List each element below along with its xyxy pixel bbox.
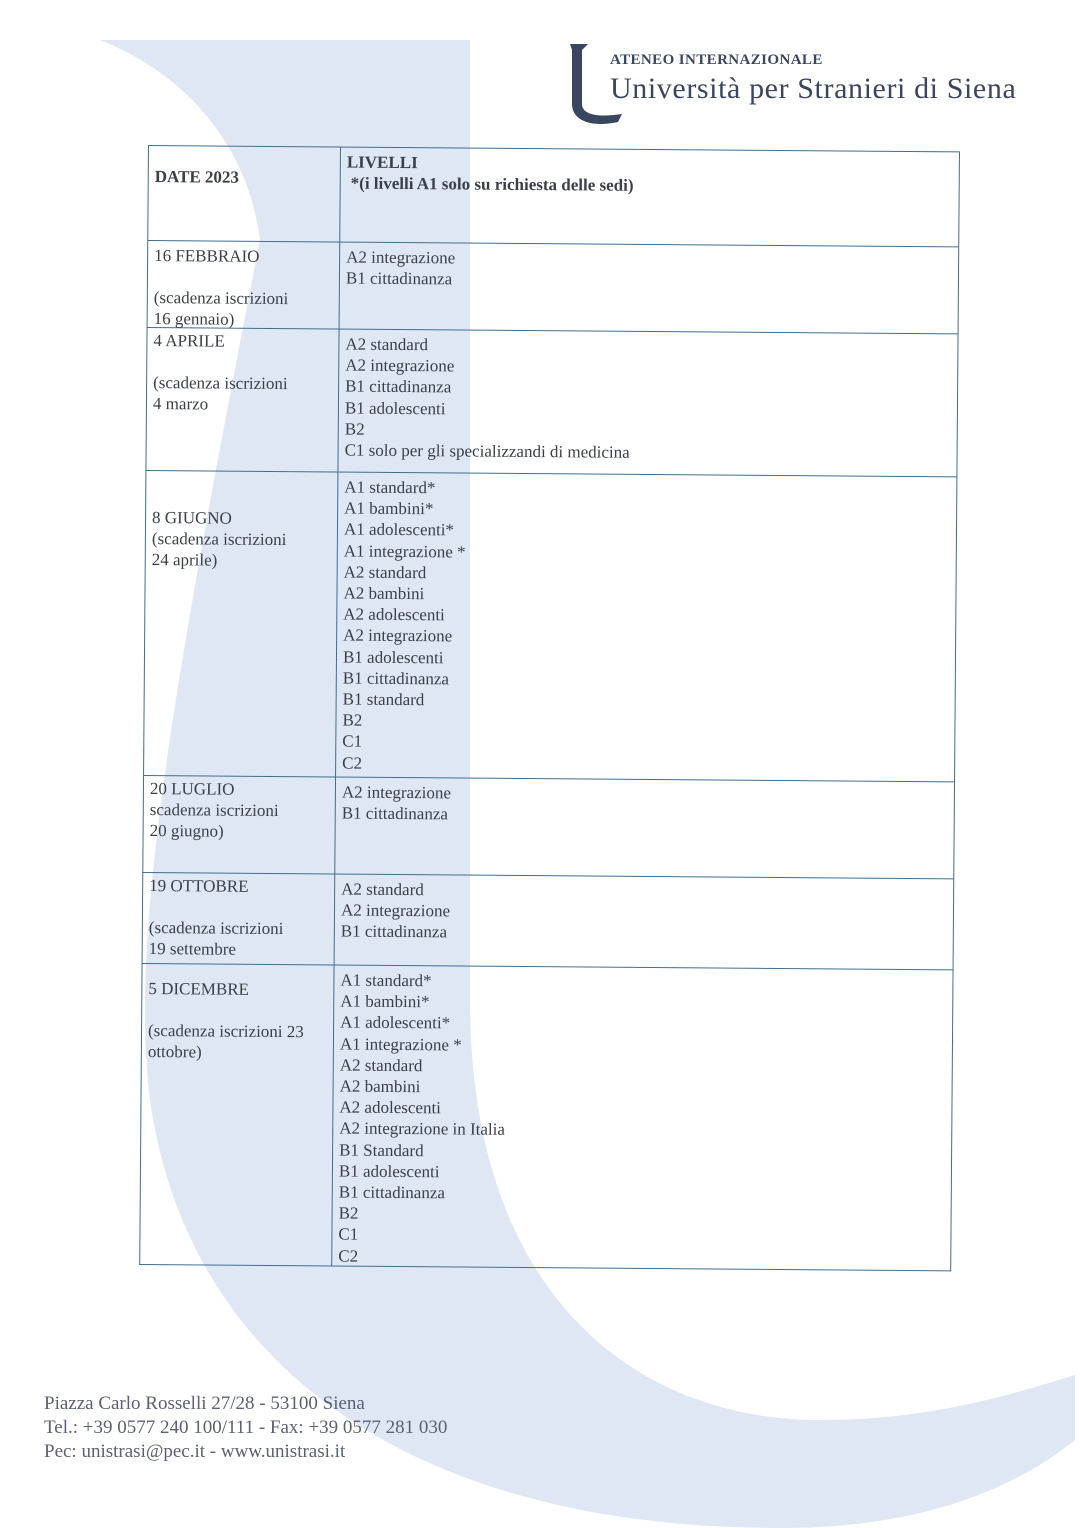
level-item: A1 integrazione *	[343, 541, 466, 562]
level-item: B1 cittadinanza	[340, 921, 448, 942]
date-cell	[143, 873, 336, 965]
levels-cell	[332, 965, 952, 1270]
level-item: B1 standard	[342, 689, 425, 710]
level-item: A2 integrazione	[346, 247, 456, 268]
level-item: C1 solo per gli specializzandi di medicina	[344, 440, 630, 462]
level-item: B2	[342, 710, 363, 730]
spacer	[149, 896, 328, 918]
level-item: B2	[338, 1203, 359, 1223]
level-item: B1 cittadinanza	[345, 268, 453, 289]
level-item: A2 adolescenti	[339, 1097, 442, 1118]
table-row	[145, 328, 958, 477]
spacer	[148, 999, 327, 1021]
institution-line: ATENEO INTERNAZIONALE	[610, 52, 823, 68]
level-item: B1 cittadinanza	[342, 668, 450, 689]
registration-deadline: (scadenza iscrizioni	[153, 373, 288, 394]
level-item: A2 standard	[345, 334, 429, 355]
level-item: B1 adolescenti	[342, 647, 444, 667]
level-item: A2 integrazione	[340, 900, 451, 921]
registration-deadline: 19 settembre	[148, 939, 237, 959]
registration-deadline: (scadenza iscrizioni	[151, 529, 287, 550]
levels-note: *(i livelli A1 solo su richiesta delle sedi)	[350, 173, 634, 196]
exam-date: 19 OTTOBRE	[149, 876, 249, 896]
levels-column-header	[340, 148, 959, 247]
level-item: B1 cittadinanza	[341, 803, 449, 824]
registration-deadline: ottobre)	[147, 1042, 202, 1062]
exam-date: 4 APRILE	[153, 331, 225, 351]
date-cell	[140, 964, 334, 1265]
footer-pec-web: Pec: unistrasi@pec.it - www.unistrasi.it	[44, 1441, 346, 1462]
date-cell	[148, 241, 341, 329]
registration-deadline: 20 giugno)	[149, 821, 224, 841]
level-item: A2 adolescenti	[343, 604, 445, 625]
registration-deadline: 16 gennaio)	[153, 309, 235, 329]
exam-date: 8 GIUGNO	[151, 508, 232, 528]
level-item: C1	[342, 731, 363, 752]
level-item: A1 adolescenti*	[340, 1012, 451, 1033]
level-item: A1 integrazione *	[339, 1034, 462, 1055]
footer-contacts	[44, 1392, 447, 1464]
level-item: B1 adolescenti	[344, 398, 446, 418]
level-item: C2	[338, 1246, 359, 1266]
level-item: A1 standard*	[340, 970, 432, 991]
level-item: A2 bambini	[339, 1076, 421, 1097]
level-item: B1 adolescenti	[338, 1161, 440, 1182]
registration-deadline: (scadenza iscrizioni	[153, 288, 289, 309]
level-item: A1 adolescenti*	[343, 519, 455, 540]
table-row	[142, 776, 955, 879]
registration-deadline: 4 marzo	[152, 394, 209, 414]
level-item: A2 standard	[341, 879, 424, 900]
registration-deadline: scadenza iscrizioni	[149, 800, 279, 821]
level-item: A2 integrazione	[345, 355, 455, 376]
level-item: A2 standard	[339, 1055, 423, 1075]
level-item: A1 standard*	[344, 477, 436, 498]
table-row	[147, 241, 960, 334]
date-cell	[144, 471, 338, 776]
spacer	[154, 266, 333, 288]
registration-deadline: 24 aprile)	[151, 550, 218, 570]
level-item: A2 integrazione	[343, 625, 453, 646]
date-header-text: DATE 2023	[154, 167, 240, 187]
level-item: A2 standard	[343, 562, 427, 583]
date-cell	[143, 776, 336, 874]
level-item: A1 bambini*	[340, 991, 430, 1012]
levels-cell	[338, 330, 957, 477]
exam-date: 20 LUGLIO	[149, 779, 235, 799]
level-item: B1 cittadinanza	[345, 376, 452, 397]
levels-cell	[340, 243, 959, 334]
level-item: B1 cittadinanza	[338, 1182, 446, 1203]
exam-schedule-table	[139, 145, 960, 1271]
level-item: A2 integrazione	[341, 782, 452, 803]
registration-deadline: (scadenza iscrizioni 23	[147, 1021, 304, 1042]
table-row	[143, 471, 957, 782]
registration-deadline: (scadenza iscrizioni	[148, 918, 284, 939]
levels-cell	[335, 874, 954, 969]
university-name: Università per Stranieri di Siena	[610, 72, 1017, 105]
level-item: B2	[344, 419, 365, 439]
level-item: C2	[342, 753, 363, 773]
levels-cell	[335, 777, 954, 878]
date-cell	[146, 328, 339, 472]
level-item: A2 bambini	[343, 583, 425, 604]
exam-date: 5 DICEMBRE	[148, 979, 250, 999]
table-row	[142, 873, 955, 970]
table-row	[139, 964, 953, 1271]
levels-cell	[336, 473, 956, 782]
exam-date: 16 FEBBRAIO	[154, 246, 260, 266]
level-item: A1 bambini*	[344, 498, 434, 519]
spacer	[153, 351, 332, 373]
footer-phone: Tel.: +39 0577 240 100/111 - Fax: +39 0577 281 030	[44, 1417, 448, 1438]
date-column-header	[148, 146, 341, 242]
level-item: B1 Standard	[339, 1140, 424, 1160]
level-item: C1	[338, 1224, 359, 1245]
levels-header-text: LIVELLI	[346, 152, 418, 173]
table-header-row	[147, 145, 960, 247]
level-item: A2 integrazione in Italia	[339, 1118, 506, 1140]
footer-address: Piazza Carlo Rosselli 27/28 - 53100 Siena	[44, 1393, 365, 1414]
